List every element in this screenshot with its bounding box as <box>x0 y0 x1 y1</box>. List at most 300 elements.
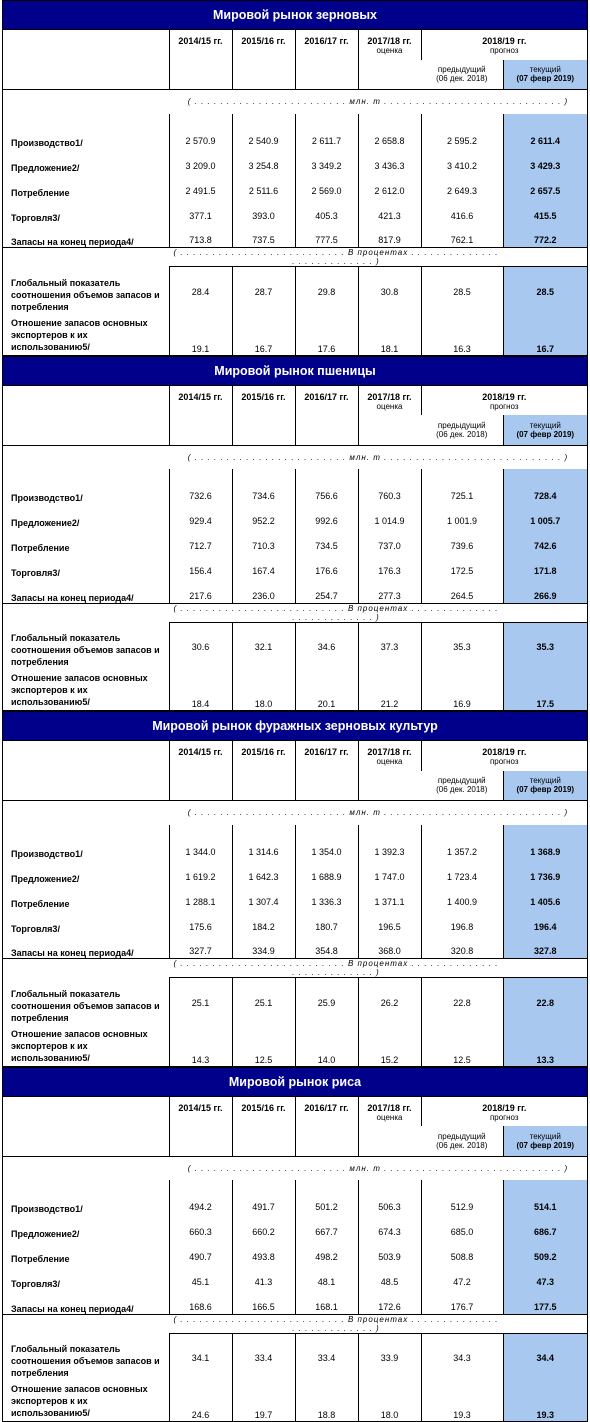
value-cell: 45.1 <box>169 1264 232 1289</box>
header-blank <box>3 30 169 90</box>
table-row <box>3 825 587 859</box>
year-label: 2015/16 гг. <box>241 747 285 757</box>
year-label: 2016/17 гг. <box>304 392 348 402</box>
value-cell: 236.0 <box>232 578 295 603</box>
value-cell: 762.1 <box>421 223 503 248</box>
value-cell: 334.9 <box>232 934 295 959</box>
table-row <box>3 528 587 553</box>
table-row <box>3 1289 587 1314</box>
value-cell: 176.3 <box>358 553 421 578</box>
value-cell: 177.5 <box>503 1289 587 1314</box>
value-cell: 2 649.3 <box>421 173 503 198</box>
header-blank <box>3 385 169 445</box>
units-pct: ( . . . . . . . . . . . . . . . . . . . . . . . . . . В процентах . . . . . . . . . . . . . . . . . . . . . . . . . . . ) <box>169 248 503 267</box>
value-cell: 667.7 <box>295 1214 358 1239</box>
value-cell: 29.8 <box>295 267 358 317</box>
value-cell: 166.5 <box>232 1289 295 1314</box>
value-cell: 19.3 <box>503 1383 587 1421</box>
table-row <box>3 578 587 603</box>
cur-forecast-header <box>503 771 587 801</box>
year-header <box>295 30 358 90</box>
value-cell: 710.3 <box>232 528 295 553</box>
section-title: Мировой рынок пшеницы <box>3 357 587 385</box>
value-cell: 327.7 <box>169 934 232 959</box>
value-cell: 254.7 <box>295 578 358 603</box>
value-cell: 25.1 <box>232 978 295 1028</box>
year-label: 2014/15 гг. <box>178 36 222 46</box>
year-header <box>358 1096 421 1156</box>
value-cell: 175.6 <box>169 909 232 934</box>
value-cell: 393.0 <box>232 198 295 223</box>
table-row <box>3 503 587 528</box>
row-label: Отношение запасов основных экспортеров к их использованию5/ <box>11 1028 167 1064</box>
value-cell: 1 001.9 <box>421 503 503 528</box>
year-label: 2014/15 гг. <box>178 392 222 402</box>
value-cell: 493.8 <box>232 1239 295 1264</box>
value-cell: 660.2 <box>232 1214 295 1239</box>
forecast-header <box>421 741 587 771</box>
value-cell: 172.6 <box>358 1289 421 1314</box>
value-cell: 16.9 <box>421 672 503 710</box>
value-cell: 2 569.0 <box>295 173 358 198</box>
value-cell: 992.6 <box>295 503 358 528</box>
value-cell: 1 747.0 <box>358 859 421 884</box>
value-cell: 320.8 <box>421 934 503 959</box>
value-cell: 156.4 <box>169 553 232 578</box>
cur-label: текущий <box>506 65 586 74</box>
value-cell: 26.2 <box>358 978 421 1028</box>
value-cell: 952.2 <box>232 503 295 528</box>
value-cell: 17.6 <box>295 317 358 355</box>
value-cell: 15.2 <box>358 1028 421 1066</box>
value-cell: 1 288.1 <box>169 884 232 909</box>
ratio-labels <box>3 248 169 355</box>
year-header <box>169 1096 232 1156</box>
table-row <box>3 114 587 148</box>
table-row <box>3 859 587 884</box>
value-cell: 28.5 <box>421 267 503 317</box>
table-row <box>3 884 587 909</box>
row-label: Предложение2/ <box>3 148 169 173</box>
value-cell: 14.3 <box>169 1028 232 1066</box>
value-cell: 196.8 <box>421 909 503 934</box>
value-cell: 3 209.0 <box>169 148 232 173</box>
row-label: Потребление <box>3 173 169 198</box>
value-cell: 354.8 <box>295 934 358 959</box>
year-label: 2016/17 гг. <box>304 36 348 46</box>
row-label: Запасы на конец периода4/ <box>3 578 169 603</box>
value-cell: 34.1 <box>169 1333 232 1383</box>
value-cell: 180.7 <box>295 909 358 934</box>
row-label: Торговля3/ <box>3 909 169 934</box>
prev-date: (06 дек. 2018) <box>423 74 501 83</box>
value-cell: 2 491.5 <box>169 173 232 198</box>
value-cell: 19.1 <box>169 317 232 355</box>
value-cell: 777.5 <box>295 223 358 248</box>
value-cell: 3 410.2 <box>421 148 503 173</box>
year-header <box>232 385 295 445</box>
row-label: Запасы на конец периода4/ <box>3 223 169 248</box>
value-cell: 498.2 <box>295 1239 358 1264</box>
prev-forecast-header <box>421 771 503 801</box>
value-cell: 674.3 <box>358 1214 421 1239</box>
value-cell: 25.1 <box>169 978 232 1028</box>
value-cell: 2 595.2 <box>421 114 503 148</box>
forecast-note: прогноз <box>424 46 586 55</box>
units-pct: ( . . . . . . . . . . . . . . . . . . . . . . . . . . В процентах . . . . . . . . . . . . . . . . . . . . . . . . . . . ) <box>169 1314 503 1333</box>
value-cell: 712.7 <box>169 528 232 553</box>
table-row <box>3 909 587 934</box>
section-title: Мировой рынок риса <box>3 1068 587 1096</box>
value-cell: 1 723.4 <box>421 859 503 884</box>
value-cell: 1 688.9 <box>295 859 358 884</box>
forecast-header <box>421 1096 587 1126</box>
year-header <box>358 30 421 90</box>
value-cell: 2 657.5 <box>503 173 587 198</box>
value-cell: 1 357.2 <box>421 825 503 859</box>
value-cell: 168.1 <box>295 1289 358 1314</box>
market-section <box>2 0 588 356</box>
value-cell: 168.6 <box>169 1289 232 1314</box>
year-label: 2015/16 гг. <box>241 392 285 402</box>
estimate-note: оценка <box>361 1113 419 1122</box>
section-title: Мировой рынок фуражных зерновых культур <box>3 712 587 740</box>
value-cell: 18.1 <box>358 317 421 355</box>
row-label: Отношение запасов основных экспортеров к их использованию5/ <box>11 317 167 353</box>
value-cell: 501.2 <box>295 1180 358 1214</box>
value-cell: 3 436.3 <box>358 148 421 173</box>
table-row <box>3 1214 587 1239</box>
cur-date: (07 февр 2019) <box>506 785 586 794</box>
value-cell: 742.6 <box>503 528 587 553</box>
year-header <box>169 741 232 801</box>
value-cell: 41.3 <box>232 1264 295 1289</box>
units-blank <box>3 445 169 469</box>
market-section <box>2 356 588 712</box>
cur-label: текущий <box>506 421 586 430</box>
year-label: 2014/15 гг. <box>178 747 222 757</box>
value-cell: 2 570.9 <box>169 114 232 148</box>
value-cell: 32.1 <box>232 622 295 672</box>
value-cell: 48.5 <box>358 1264 421 1289</box>
value-cell: 1 642.3 <box>232 859 295 884</box>
value-cell: 176.6 <box>295 553 358 578</box>
year-label: 2015/16 гг. <box>241 1103 285 1113</box>
year-label: 2017/18 гг. <box>367 747 411 757</box>
value-cell: 20.1 <box>295 672 358 710</box>
value-cell: 35.3 <box>503 622 587 672</box>
value-cell: 18.0 <box>232 672 295 710</box>
value-cell: 12.5 <box>232 1028 295 1066</box>
row-label: Торговля3/ <box>3 553 169 578</box>
value-cell: 30.6 <box>169 622 232 672</box>
table-row <box>3 173 587 198</box>
row-label: Потребление <box>3 1239 169 1264</box>
value-cell: 16.7 <box>232 317 295 355</box>
prev-label: предыдущий <box>423 65 501 74</box>
cur-forecast-header <box>503 415 587 445</box>
value-cell: 18.8 <box>295 1383 358 1421</box>
value-cell: 47.2 <box>421 1264 503 1289</box>
units-pct-end <box>503 603 587 622</box>
value-cell: 685.0 <box>421 1214 503 1239</box>
table-row <box>3 1264 587 1289</box>
value-cell: 35.3 <box>421 622 503 672</box>
value-cell: 725.1 <box>421 469 503 503</box>
estimate-note: оценка <box>361 402 419 411</box>
value-cell: 1 392.3 <box>358 825 421 859</box>
value-cell: 514.1 <box>503 1180 587 1214</box>
value-cell: 421.3 <box>358 198 421 223</box>
row-label: Производство1/ <box>3 114 169 148</box>
value-cell: 1 307.4 <box>232 884 295 909</box>
prev-label: предыдущий <box>423 421 501 430</box>
value-cell: 734.5 <box>295 528 358 553</box>
value-cell: 509.2 <box>503 1239 587 1264</box>
forecast-note: прогноз <box>424 757 586 766</box>
row-label: Потребление <box>3 528 169 553</box>
units-pct-end <box>503 1314 587 1333</box>
units-mln: ( . . . . . . . . . . . . . . . . . . . . . . . . млн. т . . . . . . . . . . . . . . . . . . . . . . . . . . . . ) <box>169 1156 587 1180</box>
row-label: Потребление <box>3 884 169 909</box>
table-row <box>3 1239 587 1264</box>
value-cell: 1 336.3 <box>295 884 358 909</box>
value-cell: 734.6 <box>232 469 295 503</box>
market-table <box>3 1096 587 1422</box>
year-label: 2018/19 гг. <box>482 36 526 46</box>
value-cell: 266.9 <box>503 578 587 603</box>
table-row <box>3 223 587 248</box>
value-cell: 732.6 <box>169 469 232 503</box>
forecast-note: прогноз <box>424 402 586 411</box>
year-header <box>169 385 232 445</box>
value-cell: 760.3 <box>358 469 421 503</box>
value-cell: 37.3 <box>358 622 421 672</box>
value-cell: 739.6 <box>421 528 503 553</box>
year-label: 2018/19 гг. <box>482 392 526 402</box>
value-cell: 1 400.9 <box>421 884 503 909</box>
value-cell: 2 611.7 <box>295 114 358 148</box>
forecast-header <box>421 30 587 60</box>
value-cell: 2 511.6 <box>232 173 295 198</box>
value-cell: 18.4 <box>169 672 232 710</box>
table-row <box>3 198 587 223</box>
prev-date: (06 дек. 2018) <box>423 430 501 439</box>
value-cell: 264.5 <box>421 578 503 603</box>
value-cell: 196.5 <box>358 909 421 934</box>
value-cell: 491.7 <box>232 1180 295 1214</box>
value-cell: 28.7 <box>232 267 295 317</box>
value-cell: 34.6 <box>295 622 358 672</box>
value-cell: 21.2 <box>358 672 421 710</box>
value-cell: 415.5 <box>503 198 587 223</box>
table-row <box>3 553 587 578</box>
value-cell: 2 611.4 <box>503 114 587 148</box>
value-cell: 1 005.7 <box>503 503 587 528</box>
units-mln: ( . . . . . . . . . . . . . . . . . . . . . . . . млн. т . . . . . . . . . . . . . . . . . . . . . . . . . . . . ) <box>169 90 587 114</box>
value-cell: 17.5 <box>503 672 587 710</box>
year-label: 2017/18 гг. <box>367 392 411 402</box>
year-header <box>295 385 358 445</box>
prev-label: предыдущий <box>423 776 501 785</box>
header-blank <box>3 1096 169 1156</box>
value-cell: 490.7 <box>169 1239 232 1264</box>
value-cell: 2 540.9 <box>232 114 295 148</box>
year-header <box>232 1096 295 1156</box>
value-cell: 1 314.6 <box>232 825 295 859</box>
prev-date: (06 дек. 2018) <box>423 1141 501 1150</box>
units-blank <box>3 801 169 825</box>
cur-forecast-header <box>503 1126 587 1156</box>
row-label: Глобальный показатель соотношения объемов запасов и потребления <box>11 1343 167 1379</box>
value-cell: 172.5 <box>421 553 503 578</box>
row-label: Производство1/ <box>3 469 169 503</box>
value-cell: 686.7 <box>503 1214 587 1239</box>
value-cell: 18.0 <box>358 1383 421 1421</box>
estimate-note: оценка <box>361 46 419 55</box>
value-cell: 1 405.6 <box>503 884 587 909</box>
estimate-note: оценка <box>361 757 419 766</box>
year-label: 2018/19 гг. <box>482 1103 526 1113</box>
value-cell: 34.4 <box>503 1333 587 1383</box>
prev-label: предыдущий <box>423 1132 501 1141</box>
prev-date: (06 дек. 2018) <box>423 785 501 794</box>
row-label: Предложение2/ <box>3 859 169 884</box>
year-label: 2015/16 гг. <box>241 36 285 46</box>
units-blank <box>3 90 169 114</box>
value-cell: 737.0 <box>358 528 421 553</box>
value-cell: 3 349.2 <box>295 148 358 173</box>
year-header <box>295 741 358 801</box>
value-cell: 368.0 <box>358 934 421 959</box>
value-cell: 756.6 <box>295 469 358 503</box>
units-mln: ( . . . . . . . . . . . . . . . . . . . . . . . . млн. т . . . . . . . . . . . . . . . . . . . . . . . . . . . . ) <box>169 445 587 469</box>
row-label: Отношение запасов основных экспортеров к их использованию5/ <box>11 1383 167 1419</box>
value-cell: 416.6 <box>421 198 503 223</box>
row-label: Торговля3/ <box>3 198 169 223</box>
value-cell: 2 658.8 <box>358 114 421 148</box>
value-cell: 12.5 <box>421 1028 503 1066</box>
forecast-note: прогноз <box>424 1113 586 1122</box>
cur-date: (07 февр 2019) <box>506 74 586 83</box>
value-cell: 217.6 <box>169 578 232 603</box>
value-cell: 405.3 <box>295 198 358 223</box>
value-cell: 1 619.2 <box>169 859 232 884</box>
units-pct-end <box>503 959 587 978</box>
cur-label: текущий <box>506 776 586 785</box>
value-cell: 33.4 <box>232 1333 295 1383</box>
header-blank <box>3 741 169 801</box>
value-cell: 48.1 <box>295 1264 358 1289</box>
value-cell: 512.9 <box>421 1180 503 1214</box>
year-label: 2017/18 гг. <box>367 36 411 46</box>
row-label: Предложение2/ <box>3 1214 169 1239</box>
market-table <box>3 740 587 1066</box>
value-cell: 1 736.9 <box>503 859 587 884</box>
prev-forecast-header <box>421 60 503 90</box>
value-cell: 1 354.0 <box>295 825 358 859</box>
value-cell: 1 368.9 <box>503 825 587 859</box>
value-cell: 660.3 <box>169 1214 232 1239</box>
value-cell: 1 344.0 <box>169 825 232 859</box>
table-row <box>3 1180 587 1214</box>
value-cell: 503.9 <box>358 1239 421 1264</box>
value-cell: 494.2 <box>169 1180 232 1214</box>
value-cell: 506.3 <box>358 1180 421 1214</box>
units-pct-end <box>503 248 587 267</box>
table-row <box>3 934 587 959</box>
row-label: Глобальный показатель соотношения объемов запасов и потребления <box>11 632 167 668</box>
cur-forecast-header <box>503 60 587 90</box>
value-cell: 3 254.8 <box>232 148 295 173</box>
market-table <box>3 29 587 355</box>
value-cell: 19.7 <box>232 1383 295 1421</box>
table-row <box>3 469 587 503</box>
value-cell: 327.8 <box>503 934 587 959</box>
forecast-header <box>421 385 587 415</box>
year-label: 2016/17 гг. <box>304 747 348 757</box>
value-cell: 728.4 <box>503 469 587 503</box>
row-label: Производство1/ <box>3 1180 169 1214</box>
value-cell: 167.4 <box>232 553 295 578</box>
value-cell: 171.8 <box>503 553 587 578</box>
row-label: Запасы на конец периода4/ <box>3 934 169 959</box>
value-cell: 13.3 <box>503 1028 587 1066</box>
cur-label: текущий <box>506 1132 586 1141</box>
year-header <box>358 385 421 445</box>
value-cell: 22.8 <box>421 978 503 1028</box>
value-cell: 184.2 <box>232 909 295 934</box>
value-cell: 16.3 <box>421 317 503 355</box>
cur-date: (07 февр 2019) <box>506 430 586 439</box>
value-cell: 28.5 <box>503 267 587 317</box>
row-label: Предложение2/ <box>3 503 169 528</box>
value-cell: 3 429.3 <box>503 148 587 173</box>
value-cell: 1 014.9 <box>358 503 421 528</box>
value-cell: 28.4 <box>169 267 232 317</box>
year-label: 2014/15 гг. <box>178 1103 222 1113</box>
value-cell: 377.1 <box>169 198 232 223</box>
value-cell: 19.3 <box>421 1383 503 1421</box>
value-cell: 30.8 <box>358 267 421 317</box>
value-cell: 2 612.0 <box>358 173 421 198</box>
units-pct: ( . . . . . . . . . . . . . . . . . . . . . . . . . . В процентах . . . . . . . . . . . . . . . . . . . . . . . . . . . ) <box>169 603 503 622</box>
value-cell: 508.8 <box>421 1239 503 1264</box>
year-header <box>358 741 421 801</box>
market-section <box>2 711 588 1067</box>
row-label: Отношение запасов основных экспортеров к их использованию5/ <box>11 672 167 708</box>
year-header <box>232 30 295 90</box>
value-cell: 16.7 <box>503 317 587 355</box>
value-cell: 14.0 <box>295 1028 358 1066</box>
row-label: Глобальный показатель соотношения объемов запасов и потребления <box>11 277 167 313</box>
value-cell: 33.4 <box>295 1333 358 1383</box>
prev-forecast-header <box>421 1126 503 1156</box>
units-blank <box>3 1156 169 1180</box>
value-cell: 772.2 <box>503 223 587 248</box>
ratio-labels <box>3 959 169 1066</box>
row-label: Производство1/ <box>3 825 169 859</box>
row-label: Запасы на конец периода4/ <box>3 1289 169 1314</box>
value-cell: 1 371.1 <box>358 884 421 909</box>
value-cell: 713.8 <box>169 223 232 248</box>
value-cell: 24.6 <box>169 1383 232 1421</box>
units-mln: ( . . . . . . . . . . . . . . . . . . . . . . . . млн. т . . . . . . . . . . . . . . . . . . . . . . . . . . . . ) <box>169 801 587 825</box>
market-section <box>2 1067 588 1422</box>
value-cell: 47.3 <box>503 1264 587 1289</box>
year-label: 2018/19 гг. <box>482 747 526 757</box>
value-cell: 277.3 <box>358 578 421 603</box>
